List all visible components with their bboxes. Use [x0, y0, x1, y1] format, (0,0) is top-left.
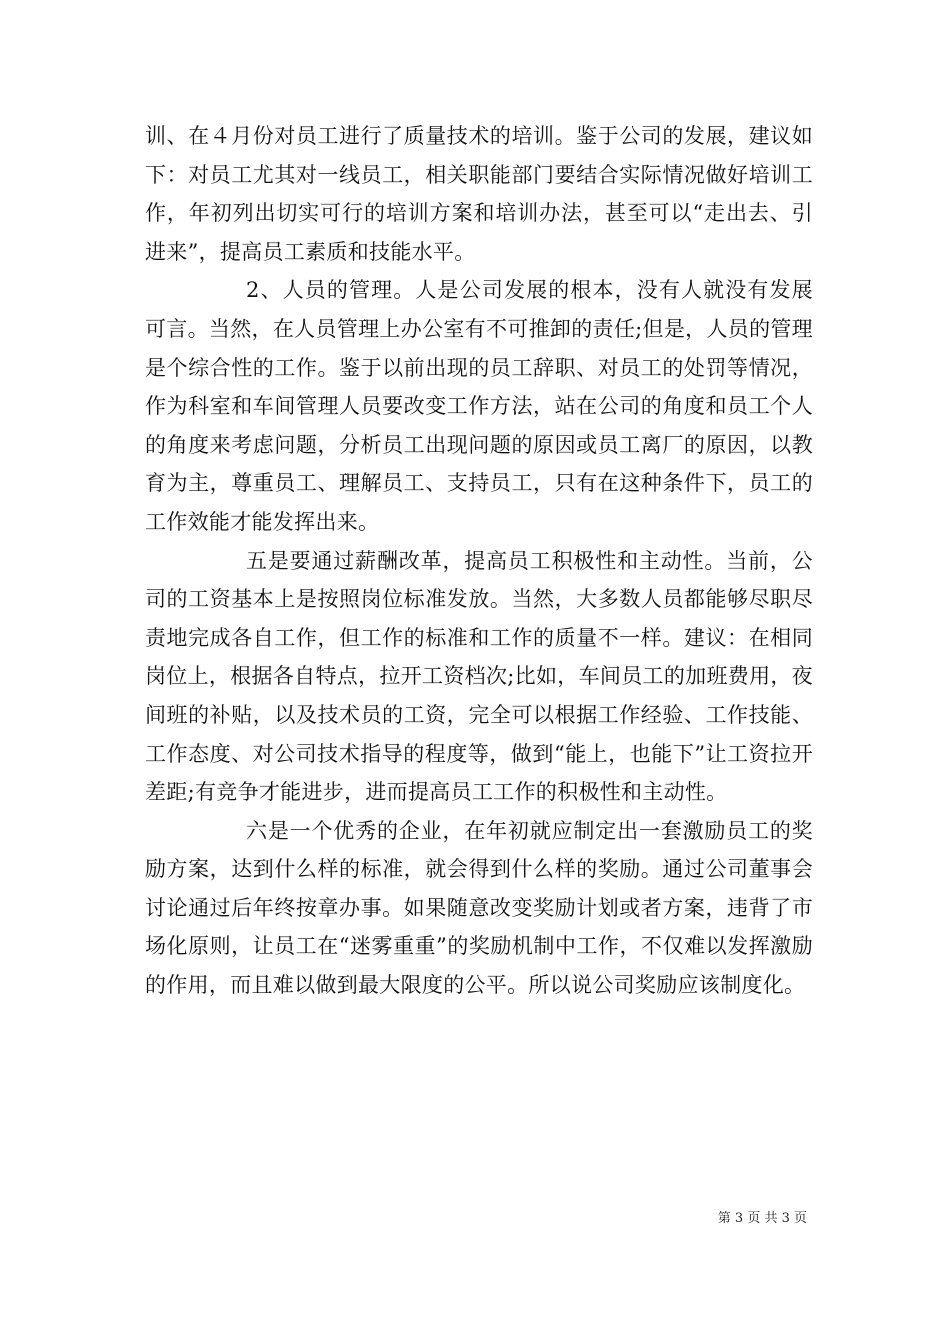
- page-number-footer: 第 3 页 共 3 页: [717, 1211, 807, 1226]
- body-text: [145, 117, 813, 1005]
- paragraph-incentive-plan: 六是一个优秀的企业，在年初就应制定出一套激励员工的奖励方案，达到什么样的标准，就会得到什么样的奖励。通过公司董事会讨论通过后年终按章办事。如果随意改变奖励计划或者方案，违背了市场化原则，让员工在“迷雾重重”的奖励机制中工作，不仅难以发挥激励的作用，而且难以做到最大限度的公平。所以说公司奖励应该制度化。: [145, 818, 813, 998]
- paragraph-personnel-management: 2、人员的管理。人是公司发展的根本，没有人就没有发展可言。当然，在人员管理上办公室有不可推卸的责任;但是，人员的管理是个综合性的工作。鉴于以前出现的员工辞职、对员工的处罚等情况，作为科室和车间管理人员要改变工作方法，站在公司的角度和员工个人的角度来考虑问题，分析员工出现问题的原因或员工离厂的原因，以教育为主，尊重员工、理解员工、支持员工，只有在这种条件下，员工的工作效能才能发挥出来。: [145, 278, 813, 534]
- paragraph-salary-reform: 五是要通过薪酬改革，提高员工积极性和主动性。当前，公司的工资基本上是按照岗位标准发放。当然，大多数人员都能够尽职尽责地完成各自工作，但工作的标准和工作的质量不一样。建议：在相同岗位上，根据各自特点，拉开工资档次;比如，车间员工的加班费用，夜间班的补贴，以及技术员的工资，完全可以根据工作经验、工作技能、工作态度、对公司技术指导的程度等，做到“能上，也能下”让工资拉开差距;有竞争才能进步，进而提高员工工作的积极性和主动性。: [145, 548, 813, 805]
- paragraph-training: 训、在４月份对员工进行了质量技术的培训。鉴于公司的发展，建议如下：对员工尤其对一线员工，相关职能部门要结合实际情况做好培训工作，年初列出切实可行的培训方案和培训办法，甚至可以“走出去、引进来”，提高员工素质和技能水平。: [145, 124, 813, 264]
